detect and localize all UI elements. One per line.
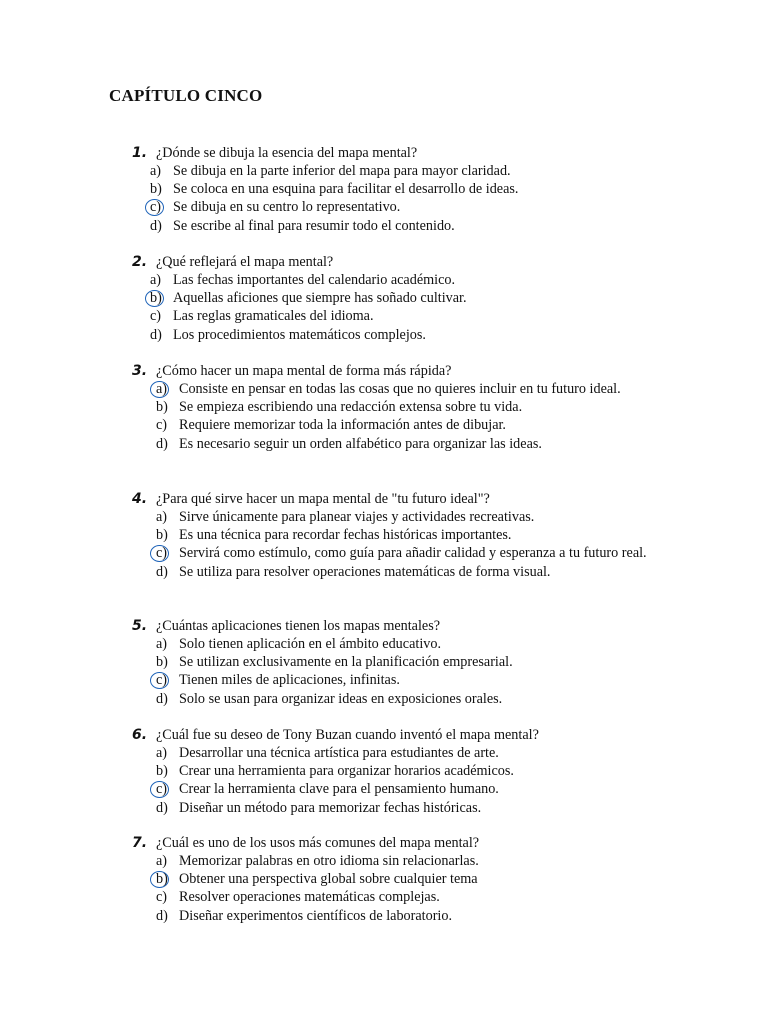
option-letter: b) <box>156 654 168 671</box>
question-number: 7. <box>132 835 148 851</box>
option-c[interactable] <box>0 780 768 798</box>
option-letter: c) <box>156 672 168 689</box>
option-a[interactable] <box>0 744 768 762</box>
option-text: Servirá como estímulo, como guía para añadir calidad y esperanza a tu futuro real. <box>179 545 647 562</box>
option-a[interactable] <box>0 162 768 180</box>
option-letter: a) <box>156 381 168 397</box>
option-letter: b) <box>156 763 168 780</box>
option-text: Es necesario seguir un orden alfabético para organizar las ideas. <box>179 435 542 452</box>
option-letter: b) <box>156 871 168 888</box>
option-text: Se utiliza para resolver operaciones matemáticas de forma visual. <box>179 563 551 580</box>
option-d[interactable] <box>0 907 768 925</box>
option-letter: a) <box>156 853 168 869</box>
option-text: Se dibuja en la parte inferior del mapa para mayor claridad. <box>173 163 511 179</box>
option-letter: b) <box>156 399 168 416</box>
option-a[interactable] <box>0 380 768 398</box>
option-b[interactable] <box>0 870 768 888</box>
option-text: Es una técnica para recordar fechas históricas importantes. <box>179 527 512 544</box>
question-5 <box>0 617 768 708</box>
option-text: Se escribe al final para resumir todo el contenido. <box>173 217 455 234</box>
question-3 <box>0 362 768 453</box>
option-text: Aquellas aficiones que siempre has soñado cultivar. <box>173 290 467 307</box>
question-7 <box>0 834 768 925</box>
option-c[interactable] <box>0 307 768 325</box>
option-letter: c) <box>150 199 162 216</box>
option-letter: d) <box>156 907 168 924</box>
option-letter: a) <box>150 163 162 179</box>
option-text: Diseñar un método para memorizar fechas históricas. <box>179 799 482 816</box>
option-b[interactable] <box>0 289 768 307</box>
option-text: Tienen miles de aplicaciones, infinitas. <box>179 672 400 689</box>
option-c[interactable] <box>0 416 768 434</box>
option-d[interactable] <box>0 435 768 453</box>
option-d[interactable] <box>0 690 768 708</box>
option-letter: d) <box>150 217 162 234</box>
option-letter: a) <box>156 509 168 525</box>
question-number: 1. <box>132 145 148 161</box>
question-text: ¿Qué reflejará el mapa mental? <box>156 254 334 270</box>
option-letter: b) <box>150 181 162 198</box>
question-2 <box>0 253 768 344</box>
question-text: ¿Cuál es uno de los usos más comunes del mapa mental? <box>156 835 480 851</box>
question-text: ¿Para qué sirve hacer un mapa mental de "tu futuro ideal"? <box>156 491 490 507</box>
option-b[interactable] <box>0 180 768 198</box>
option-letter: a) <box>150 272 162 288</box>
option-text: Se coloca en una esquina para facilitar el desarrollo de ideas. <box>173 181 519 198</box>
option-d[interactable] <box>0 326 768 344</box>
option-text: Diseñar experimentos científicos de laboratorio. <box>179 907 453 924</box>
option-letter: d) <box>156 435 168 452</box>
option-text: Desarrollar una técnica artística para estudiantes de arte. <box>179 745 499 761</box>
option-letter: d) <box>156 799 168 816</box>
option-text: Memorizar palabras en otro idioma sin relacionarlas. <box>179 853 479 869</box>
question-text: ¿Cómo hacer un mapa mental de forma más rápida? <box>156 363 452 379</box>
option-c[interactable] <box>0 198 768 216</box>
option-text: Crear la herramienta clave para el pensamiento humano. <box>179 781 499 798</box>
option-text: Requiere memorizar toda la información antes de dibujar. <box>179 417 506 434</box>
option-c[interactable] <box>0 671 768 689</box>
option-letter: c) <box>150 308 162 325</box>
option-b[interactable] <box>0 762 768 780</box>
question-text: ¿Cuántas aplicaciones tienen los mapas mentales? <box>156 618 441 634</box>
option-letter: a) <box>156 636 168 652</box>
option-text: Se dibuja en su centro lo representativo. <box>173 199 401 216</box>
option-d[interactable] <box>0 217 768 235</box>
option-letter: c) <box>156 889 168 906</box>
option-letter: b) <box>156 527 168 544</box>
chapter-title: CAPÍTULO CINCO <box>109 86 263 105</box>
option-text: Las reglas gramaticales del idioma. <box>173 308 374 325</box>
option-a[interactable] <box>0 852 768 870</box>
option-letter: d) <box>150 326 162 343</box>
option-text: Los procedimientos matemáticos complejos. <box>173 326 426 343</box>
option-letter: c) <box>156 781 168 798</box>
question-number: 2. <box>132 254 148 270</box>
option-a[interactable] <box>0 635 768 653</box>
option-b[interactable] <box>0 653 768 671</box>
option-letter: c) <box>156 417 168 434</box>
option-b[interactable] <box>0 526 768 544</box>
option-text: Resolver operaciones matemáticas complejas. <box>179 889 440 906</box>
option-text: Solo se usan para organizar ideas en exposiciones orales. <box>179 690 503 707</box>
option-b[interactable] <box>0 398 768 416</box>
option-letter: d) <box>156 563 168 580</box>
option-text: Solo tienen aplicación en el ámbito educativo. <box>179 636 441 652</box>
question-number: 5. <box>132 618 148 634</box>
option-text: Crear una herramienta para organizar horarios académicos. <box>179 763 514 780</box>
option-text: Sirve únicamente para planear viajes y actividades recreativas. <box>179 509 535 525</box>
option-text: Se utilizan exclusivamente en la planificación empresarial. <box>179 654 513 671</box>
question-number: 6. <box>132 727 148 743</box>
option-letter: d) <box>156 690 168 707</box>
option-text: Se empieza escribiendo una redacción extensa sobre tu vida. <box>179 399 523 416</box>
option-a[interactable] <box>0 508 768 526</box>
option-d[interactable] <box>0 799 768 817</box>
question-1 <box>0 144 768 235</box>
option-a[interactable] <box>0 271 768 289</box>
question-number: 3. <box>132 363 148 379</box>
option-text: Consiste en pensar en todas las cosas que no quieres incluir en tu futuro ideal. <box>179 381 621 397</box>
option-c[interactable] <box>0 544 768 562</box>
option-c[interactable] <box>0 888 768 906</box>
option-text: Obtener una perspectiva global sobre cualquier tema <box>179 871 478 888</box>
question-4 <box>0 490 768 581</box>
question-text: ¿Dónde se dibuja la esencia del mapa mental? <box>156 145 418 161</box>
option-text: Las fechas importantes del calendario académico. <box>173 272 456 288</box>
question-text: ¿Cuál fue su deseo de Tony Buzan cuando inventó el mapa mental? <box>156 727 539 743</box>
question-number: 4. <box>132 491 148 507</box>
question-6 <box>0 726 768 817</box>
option-letter: a) <box>156 745 168 761</box>
option-letter: c) <box>156 545 168 562</box>
option-letter: b) <box>150 290 162 307</box>
option-d[interactable] <box>0 563 768 581</box>
